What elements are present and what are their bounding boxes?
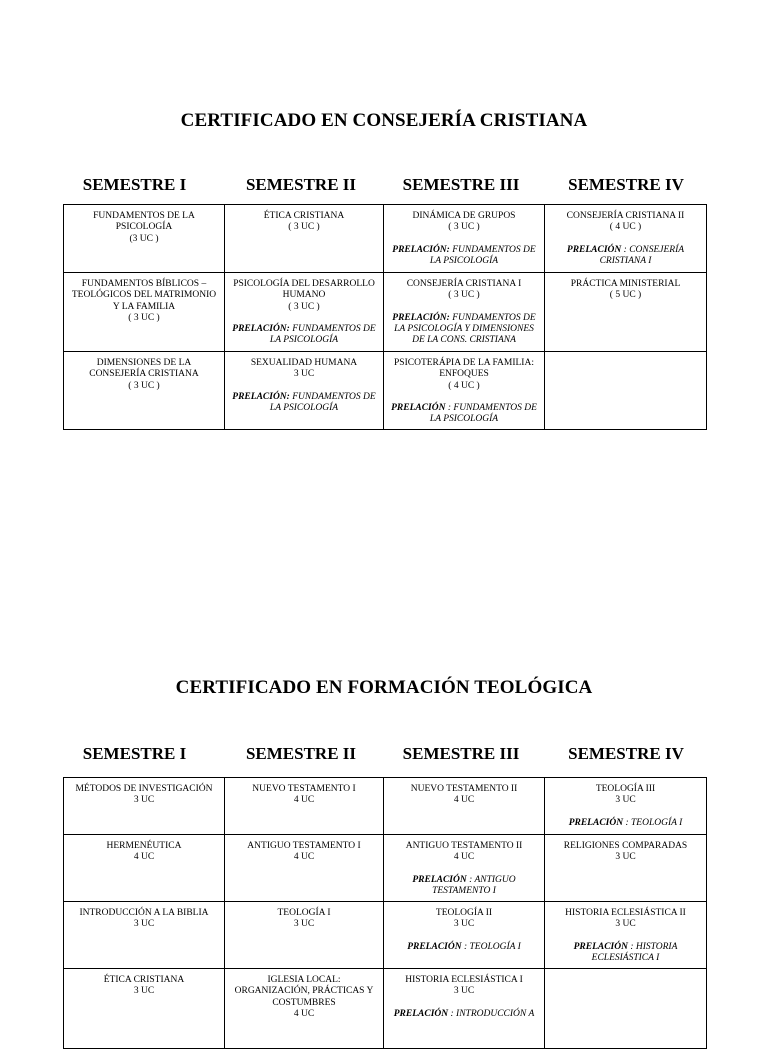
course-name: RELIGIONES COMPARADAS (563, 841, 688, 851)
prerequisite (388, 313, 540, 347)
course-credits: 4 UC (453, 795, 475, 806)
table-row (64, 205, 707, 273)
course-cell (225, 902, 384, 969)
prerequisite-text: : ANTIGUO TESTAMENTO I (432, 874, 516, 896)
course-cell (384, 902, 545, 969)
course-credits: 3 UC (453, 986, 475, 997)
prerequisite-text: : TEOLOGÍA I (625, 817, 683, 828)
course-credits: ( 4 UC ) (448, 380, 480, 391)
course-credits: ( 3 UC ) (448, 290, 480, 301)
course-name: ÉTICA CRISTIANA (103, 975, 185, 985)
course-cell (384, 778, 545, 835)
semester-heading: SEMESTRE IV (568, 744, 684, 763)
course-name: MÉTODOS DE INVESTIGACIÓN (75, 784, 213, 794)
prerequisite (388, 245, 540, 268)
course-cell (384, 352, 545, 430)
course-cell (545, 273, 707, 352)
prerequisite-label: PRELACIÓN (573, 941, 628, 952)
course-name: INTRODUCCIÓN A LA BIBLIA (79, 908, 209, 918)
course-credits: ( 3 UC ) (288, 222, 320, 233)
course-name: CONSEJERÍA CRISTIANA II (566, 211, 685, 221)
prerequisite-label: PRELACIÓN: (392, 312, 450, 323)
prerequisite (549, 245, 702, 268)
course-credits: ( 5 UC ) (609, 290, 642, 301)
course-name: TEOLOGÍA I (277, 908, 331, 918)
semester-heading: SEMESTRE III (402, 744, 520, 763)
course-name: PSICOLOGÍA DEL DESARROLLO HUMANO (233, 279, 375, 301)
course-cell (64, 205, 225, 273)
course-name: TEOLOGÍA III (595, 784, 656, 794)
course-name: IGLESIA LOCAL: ORGANIZACIÓN, PRÁCTICAS Y COSTUMBRES (234, 975, 374, 1008)
prerequisite-label: PRELACIÓN (407, 941, 462, 952)
course-credits: 4 UC (293, 1008, 315, 1019)
course-table (63, 777, 707, 1049)
course-name: PRÁCTICA MINISTERIAL (570, 279, 681, 289)
prerequisite (388, 942, 540, 953)
course-name: CONSEJERÍA CRISTIANA I (406, 279, 522, 289)
course-credits: 3 UC (293, 369, 315, 380)
course-cell (64, 352, 225, 430)
course-credits: 4 UC (453, 852, 475, 863)
semester-header-row (63, 744, 706, 764)
semester-heading: SEMESTRE II (245, 744, 357, 763)
table-row (64, 273, 707, 352)
prerequisite-label: PRELACIÓN: (232, 391, 290, 402)
prerequisite-label: PRELACIÓN: (392, 244, 450, 255)
prerequisite (388, 1009, 540, 1020)
prerequisite-label: PRELACIÓN (393, 1008, 449, 1019)
course-cell (64, 902, 225, 969)
course-credits: ( 3 UC ) (128, 380, 160, 391)
section-title: CERTIFICADO EN CONSEJERÍA CRISTIANA (180, 110, 588, 131)
course-name: NUEVO TESTAMENTO II (410, 784, 518, 794)
course-credits: 4 UC (133, 852, 155, 863)
prerequisite-text: FUNDAMENTOS DE LA PSICOLOGÍA (429, 244, 536, 266)
course-name: ANTIGUO TESTAMENTO I (247, 841, 361, 851)
course-credits: 3 UC (133, 919, 155, 930)
course-table (63, 204, 707, 430)
course-credits: ( 3 UC ) (288, 301, 320, 312)
prerequisite-text: FUNDAMENTOS DE LA PSICOLOGÍA (269, 391, 376, 413)
course-cell (225, 205, 384, 273)
semester-header-row (63, 175, 706, 195)
course-name: ANTIGUO TESTAMENTO II (405, 841, 523, 851)
course-credits: 4 UC (293, 795, 315, 806)
semester-heading: SEMESTRE III (402, 175, 520, 194)
course-cell (225, 352, 384, 430)
course-cell (225, 273, 384, 352)
course-cell (64, 969, 225, 1049)
course-credits: 3 UC (133, 795, 155, 806)
course-credits: ( 3 UC ) (128, 312, 160, 323)
table-row (64, 778, 707, 835)
course-cell (384, 273, 545, 352)
course-cell (545, 778, 707, 835)
course-cell (545, 352, 707, 430)
course-credits: 3 UC (615, 919, 636, 930)
course-credits: ( 3 UC ) (448, 222, 480, 233)
course-name: PSICOTERÁPIA DE LA FAMILIA: ENFOQUES (394, 358, 534, 380)
course-credits: 3 UC (453, 919, 475, 930)
course-name: ÉTICA CRISTIANA (263, 211, 345, 221)
course-name: DIMENSIONES DE LA CONSEJERÍA CRISTIANA (89, 358, 199, 380)
semester-heading: SEMESTRE IV (568, 175, 684, 194)
semester-heading: SEMESTRE I (82, 175, 187, 194)
course-credits: 4 UC (293, 852, 315, 863)
course-cell (384, 969, 545, 1049)
course-cell (64, 273, 225, 352)
section-title: CERTIFICADO EN FORMACIÓN TEOLÓGICA (175, 677, 593, 698)
prerequisite-label: PRELACIÓN (412, 874, 467, 885)
course-credits: (3 UC ) (129, 233, 159, 244)
prerequisite-label: PRELACIÓN (391, 402, 446, 413)
course-cell (64, 835, 225, 902)
prerequisite (549, 942, 702, 965)
course-cell (545, 205, 707, 273)
course-cell (225, 969, 384, 1049)
semester-heading: SEMESTRE II (245, 175, 357, 194)
course-name: HISTORIA ECLESIÁSTICA II (565, 908, 686, 918)
course-cell (225, 835, 384, 902)
prerequisite-text: : INTRODUCCIÓN A (450, 1008, 535, 1019)
course-cell (384, 835, 545, 902)
course-credits: 3 UC (293, 919, 315, 930)
course-name: NUEVO TESTAMENTO I (252, 784, 356, 794)
course-cell (64, 778, 225, 835)
prerequisite (549, 818, 702, 829)
table-row (64, 969, 707, 1049)
prerequisite (229, 324, 379, 347)
prerequisite (388, 875, 540, 898)
prerequisite-label: PRELACIÓN: (232, 323, 290, 334)
course-credits: 3 UC (133, 986, 155, 997)
prerequisite (388, 403, 540, 426)
table-row (64, 835, 707, 902)
prerequisite-text: : CONSEJERÍA CRISTIANA I (599, 244, 685, 266)
course-name: FUNDAMENTOS BÍBLICOS – TEOLÓGICOS DEL MATRIMONIO Y LA FAMILIA (71, 279, 217, 312)
course-name: SEXUALIDAD HUMANA (250, 358, 358, 368)
prerequisite-text: : TEOLOGÍA I (463, 941, 521, 952)
prerequisite-label: PRELACIÓN (566, 244, 622, 255)
semester-heading: SEMESTRE I (82, 744, 187, 763)
prerequisite-text: : FUNDAMENTOS DE LA PSICOLOGÍA (429, 402, 537, 425)
course-credits: 3 UC (615, 795, 636, 806)
course-cell (384, 205, 545, 273)
course-name: HISTORIA ECLESIÁSTICA I (405, 975, 523, 985)
course-credits: 3 UC (615, 852, 636, 863)
course-name: FUNDAMENTOS DE LA PSICOLOGÍA (93, 211, 195, 233)
course-name: HERMENÉUTICA (106, 841, 182, 851)
prerequisite-label: PRELACIÓN (568, 817, 624, 828)
prerequisite-text: FUNDAMENTOS DE LA PSICOLOGÍA Y DIMENSIONES DE LA CONS. CRISTIANA (394, 312, 536, 346)
course-cell (545, 902, 707, 969)
course-credits: ( 4 UC ) (609, 222, 642, 233)
course-cell (545, 835, 707, 902)
prerequisite-text: FUNDAMENTOS DE LA PSICOLOGÍA (269, 323, 376, 346)
prerequisite-text: : HISTORIA ECLESIÁSTICA I (591, 941, 678, 963)
course-name: TEOLOGÍA II (435, 908, 493, 918)
table-row (64, 902, 707, 969)
course-name: DINÁMICA DE GRUPOS (412, 211, 516, 221)
table-row (64, 352, 707, 430)
course-cell (545, 969, 707, 1049)
prerequisite (229, 392, 379, 415)
course-cell (225, 778, 384, 835)
